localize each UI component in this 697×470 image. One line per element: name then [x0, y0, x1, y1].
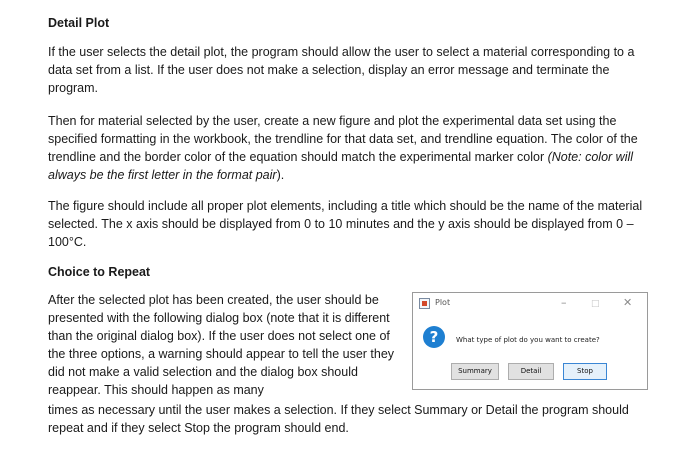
plot-dialog	[412, 292, 648, 390]
detail-plot-heading: Detail Plot	[48, 16, 110, 30]
minimize-button[interactable]: –	[561, 296, 567, 309]
detail-plot-paragraph-2	[48, 112, 654, 184]
detail-plot-paragraph-3: The figure should include all proper plot elements, including a title which should be the name of the material selected. The x axis should be displayed from 0 to 10 minutes and the y axis should be displayed from 0 – 100°C.	[48, 199, 643, 249]
detail-plot-paragraph-1: If the user selects the detail plot, the program should allow the user to select a material corresponding to a data set from a list. If the user does not make a selection, display an error message and terminate the program.	[48, 45, 635, 95]
question-icon: ?	[423, 326, 445, 348]
paragraph-2-text: Then for material selected by the user, create a new figure and plot the experimental data set using the specified formatting in the workbook, the trendline for that data set, and trendline equation. The color of the trendline and the border color of the equation should match the experimental marker color	[48, 114, 638, 164]
maximize-button[interactable]: □	[591, 299, 600, 309]
repeat-paragraph-2: times as necessary until the user makes a selection. If they select Summary or Detail the program should repeat and if they select Stop the program should end.	[48, 403, 629, 435]
summary-button[interactable]: Summary	[451, 363, 499, 380]
detail-button[interactable]: Detail	[508, 363, 554, 380]
dialog-question: What type of plot do you want to create?	[456, 336, 600, 344]
close-button[interactable]: ✕	[623, 296, 633, 309]
repeat-paragraph-1: After the selected plot has been created, the user should be presented with the following dialog box (note that it is different than the original dialog box). If the user does not select one of the three options, a warning should appear to tell the user they did not make a valid selection and the dialog box should reappear. This should happen as many	[48, 293, 395, 397]
choice-to-repeat-heading: Choice to Repeat	[48, 265, 151, 279]
matlab-figure-icon	[419, 298, 430, 309]
paragraph-2-note: (Note: color will always be the first letter in the format pair	[48, 150, 634, 182]
dialog-titlebar	[413, 293, 647, 315]
paragraph-2-end: ).	[276, 168, 285, 182]
dialog-title: Plot	[435, 298, 451, 307]
stop-button[interactable]: Stop	[563, 363, 607, 380]
